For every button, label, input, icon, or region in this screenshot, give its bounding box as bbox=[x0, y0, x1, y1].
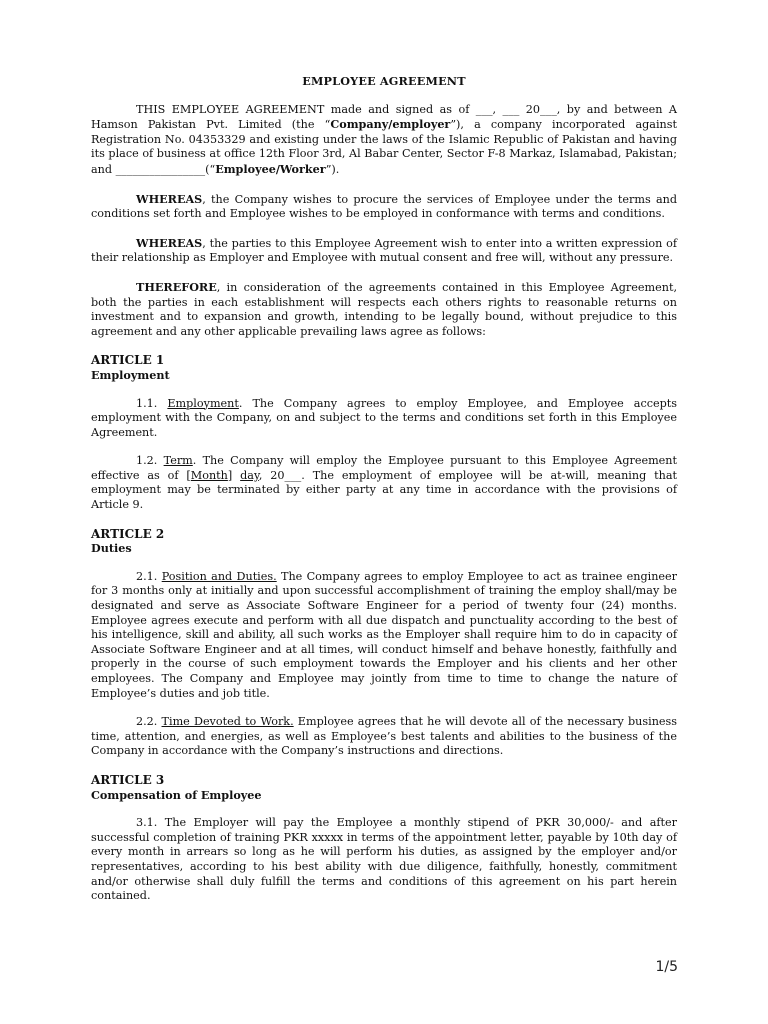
therefore-paragraph bbox=[91, 280, 677, 339]
intro-text-1: THIS EMPLOYEE AGREEMENT made and signed as of ___, ___ 20___, by and between A Hamson Pakistan Pvt. Limited (the “ bbox=[91, 102, 677, 132]
section-label: Time Devoted to Work. bbox=[161, 715, 294, 729]
page-title: EMPLOYEE AGREEMENT bbox=[302, 74, 466, 88]
intro-paragraph bbox=[91, 103, 677, 178]
article-2-heading: ARTICLE 2 bbox=[91, 526, 165, 541]
section-number: 2.2. bbox=[136, 715, 162, 729]
whereas-text-1: , the Company wishes to procure the services of Employee under the terms and conditions set forth and Employee wishes to be employed in conformance with terms and conditions. bbox=[91, 192, 677, 221]
whereas-lead-1: WHEREAS bbox=[136, 191, 203, 206]
section-text: The Company agrees to employ Employee to act as trainee engineer for 3 months only at initially and upon successful accomplishment of training the employ shall/may be designated and serve as Associate Software Engineer for a period of twenty four (24) months. Employee agrees execute and perform with all due dispatch and punctuality according to the best of his intelligence, skill and ability, all such works as the Employer shall require him to do in capacity of Associate Software Engineer and at all times, will conduct himself and behave honestly, faithfully and properly in the course of such employment towards the Employer and his clients and her other employees. The Company and Employee may jointly from time to time to change the nature of Employee’s duties and job title. bbox=[91, 569, 678, 700]
therefore-lead: THEREFORE bbox=[136, 279, 217, 294]
intro-company-term: Company/employer bbox=[330, 117, 451, 132]
section-label: Employment bbox=[167, 396, 239, 410]
section-text: , 20___. The employment of employee will be at-will, meaning that employment may be terminated by either party at any time in accordance with the provisions of Article 9. bbox=[91, 468, 677, 512]
section-3-1: 3.1. The Employer will pay the Employee a monthly stipend of PKR 30,000/- and after successful completion of training PKR xxxxx in terms of the appointment letter, payable by 10th day of every month in arrears so long as he will perform his duties, as assigned by the employer and/or representatives, according to his best ability with due diligence, faithfully, honestly, commitment and/or otherwise shall duly fulfill the terms and conditions of this agreement on his part herein contained. bbox=[91, 816, 677, 903]
section-text: ] bbox=[227, 468, 241, 482]
section-text: Employee agrees that he will devote all of the necessary business time, attention, and energies, as well as Employee’s best talents and abilities to the business of the Company in accordance with the Company’s instructions and directions. bbox=[91, 715, 678, 758]
article-3-heading: ARTICLE 3 bbox=[91, 772, 165, 787]
day-placeholder: day bbox=[240, 468, 259, 482]
whereas-lead-2: WHEREAS bbox=[136, 235, 203, 250]
section-label: Position and Duties. bbox=[161, 569, 277, 583]
section-number: 1.1. bbox=[136, 396, 168, 410]
section-number: 2.1. bbox=[136, 569, 162, 583]
whereas-paragraph-2 bbox=[91, 236, 677, 266]
section-text: . The Company will employ the Employee pursuant to this Employee Agreement effective as of [ bbox=[91, 454, 678, 482]
section-1-2 bbox=[91, 454, 677, 512]
month-placeholder: Month bbox=[190, 468, 228, 482]
intro-employee-term: Employee/Worker bbox=[215, 161, 326, 176]
page-number: 1/5 bbox=[655, 959, 678, 975]
whereas-paragraph-1 bbox=[91, 192, 677, 222]
intro-text-3: ”). bbox=[325, 162, 340, 176]
therefore-text: , in consideration of the agreements contained in this Employee Agreement, both the parties in each establishment will respects each others rights to reasonable returns on investment and to expansion and growth, intending to be legally bound, without prejudice to this agreement and any other applicable prevailing laws agree as follows: bbox=[91, 280, 677, 338]
section-text: . The Company agrees to employ Employee, and Employee accepts employment with the Company, on and subject to the terms and conditions set forth in this Employee Agreement. bbox=[91, 396, 678, 439]
whereas-text-2: , the parties to this Employee Agreement wish to enter into a written expression of their relationship as Employer and Employee with mutual consent and free will, without any pressure. bbox=[91, 236, 677, 265]
section-2-1 bbox=[91, 570, 677, 701]
article-1-heading: ARTICLE 1 bbox=[91, 353, 165, 368]
article-3-subheading: Compensation of Employee bbox=[91, 787, 262, 802]
section-2-2 bbox=[91, 715, 677, 759]
article-1-subheading: Employment bbox=[91, 367, 170, 382]
section-1-1 bbox=[91, 397, 677, 441]
section-label: Term bbox=[163, 454, 193, 468]
article-2-subheading: Duties bbox=[91, 541, 132, 556]
section-number: 1.2. bbox=[136, 454, 164, 468]
intro-text-2: ”), a company incorporated against Registration No. 04353329 and existing under the laws of the Islamic Republic of Pakistan and having its place of business at office 12th Floor 3rd, Al Babar Center, Sector F-8 Markaz, Islamabad, Pakistan; and ________________(“ bbox=[91, 118, 677, 176]
